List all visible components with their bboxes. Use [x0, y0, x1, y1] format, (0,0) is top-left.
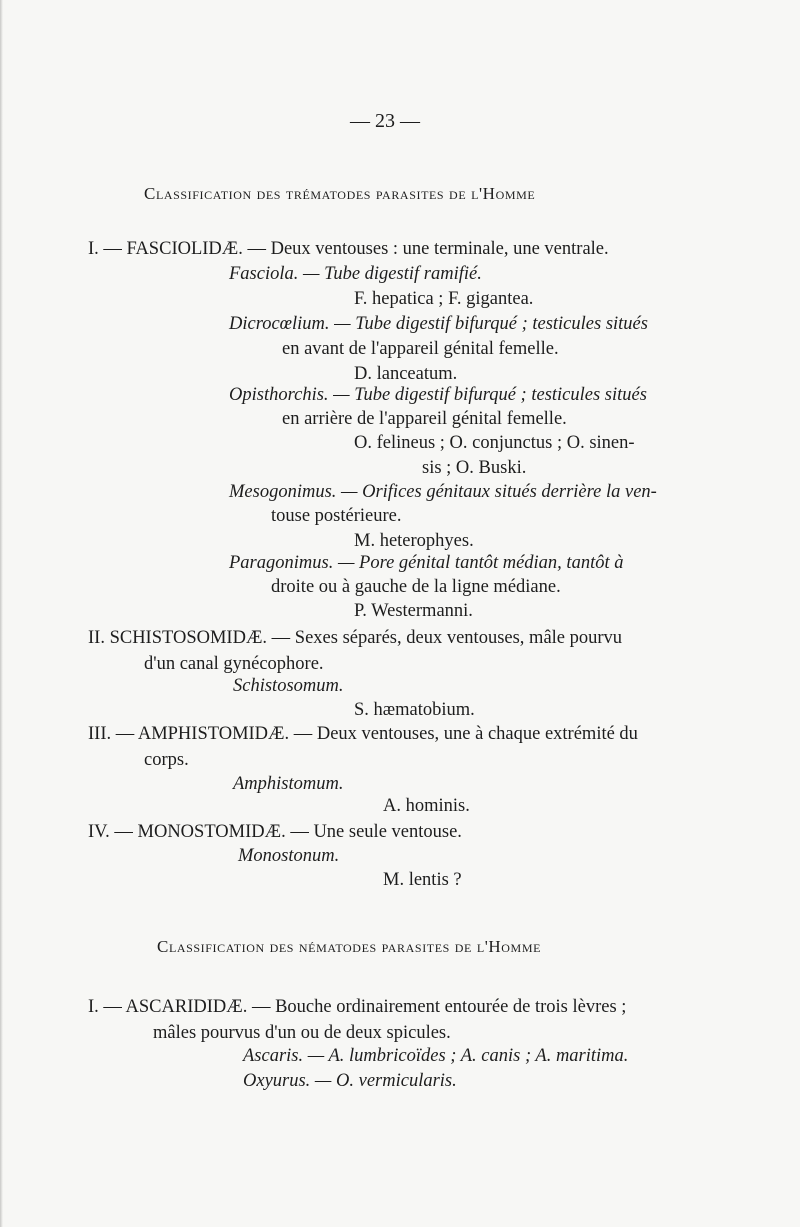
genus-ascaris: Ascaris. — A. lumbricoïdes ; A. canis ; A. maritima. [243, 1046, 629, 1066]
species-line: F. hepatica ; F. gigantea. [354, 289, 534, 309]
genus-amphistomum: Amphistomum. [233, 774, 344, 794]
description-line: en avant de l'appareil génital femelle. [282, 339, 559, 359]
family-amphistomidae: III. — AMPHISTOMIDÆ. — Deux ventouses, une à chaque extrémité du [88, 724, 638, 744]
family-ascarididae: I. — ASCARIDIDÆ. — Bouche ordinairement entourée de trois lèvres ; [88, 997, 627, 1017]
genus-opisthorchis: Opisthorchis. — Tube digestif bifurqué ; testicules situés [229, 385, 647, 405]
description-line: corps. [144, 750, 189, 770]
species-line: S. hæmatobium. [354, 700, 475, 720]
description-line: mâles pourvus d'un ou de deux spicules. [153, 1023, 451, 1043]
section-heading-nematodes: Classification des nématodes parasites de l'Homme [157, 937, 542, 956]
family-schistosomidae: II. SCHISTOSOMIDÆ. — Sexes séparés, deux ventouses, mâle pourvu [88, 628, 623, 648]
description-line: d'un canal gynécophore. [144, 654, 324, 674]
family-monostomidae: IV. — MONOSTOMIDÆ. — Une seule ventouse. [88, 822, 462, 842]
genus-mesogonimus: Mesogonimus. — Orifices génitaux situés derrière la ven- [229, 482, 657, 502]
genus-dicrocoelium: Dicrocœlium. — Tube digestif bifurqué ; testicules situés [229, 314, 648, 334]
species-line: A. hominis. [383, 796, 470, 816]
genus-fasciola: Fasciola. — Tube digestif ramifié. [229, 264, 482, 284]
genus-schistosomum: Schistosomum. [233, 676, 344, 696]
genus-monostonum: Monostonum. [238, 846, 340, 866]
species-line: M. heterophyes. [354, 531, 474, 551]
section-heading-trematodes: Classification des trématodes parasites de l'Homme [144, 184, 536, 203]
species-line: O. felineus ; O. conjunctus ; O. sinen- [354, 433, 635, 453]
page-edge-shadow [0, 0, 3, 1227]
description-line: droite ou à gauche de la ligne médiane. [271, 577, 561, 597]
genus-paragonimus: Paragonimus. — Pore génital tantôt médian, tantôt à [229, 553, 624, 573]
species-line: M. lentis ? [383, 870, 462, 890]
family-fasciolidae: I. — FASCIOLIDÆ. — Deux ventouses : une terminale, une ventrale. [88, 239, 609, 259]
species-line: D. lanceatum. [354, 364, 458, 384]
description-line: touse postérieure. [271, 506, 402, 526]
description-line: en arrière de l'appareil génital femelle. [282, 409, 567, 429]
species-line: P. Westermanni. [354, 601, 473, 621]
species-line: sis ; O. Buski. [422, 458, 527, 478]
page-number: — 23 — [350, 110, 420, 132]
genus-oxyurus: Oxyurus. — O. vermicularis. [243, 1071, 457, 1091]
